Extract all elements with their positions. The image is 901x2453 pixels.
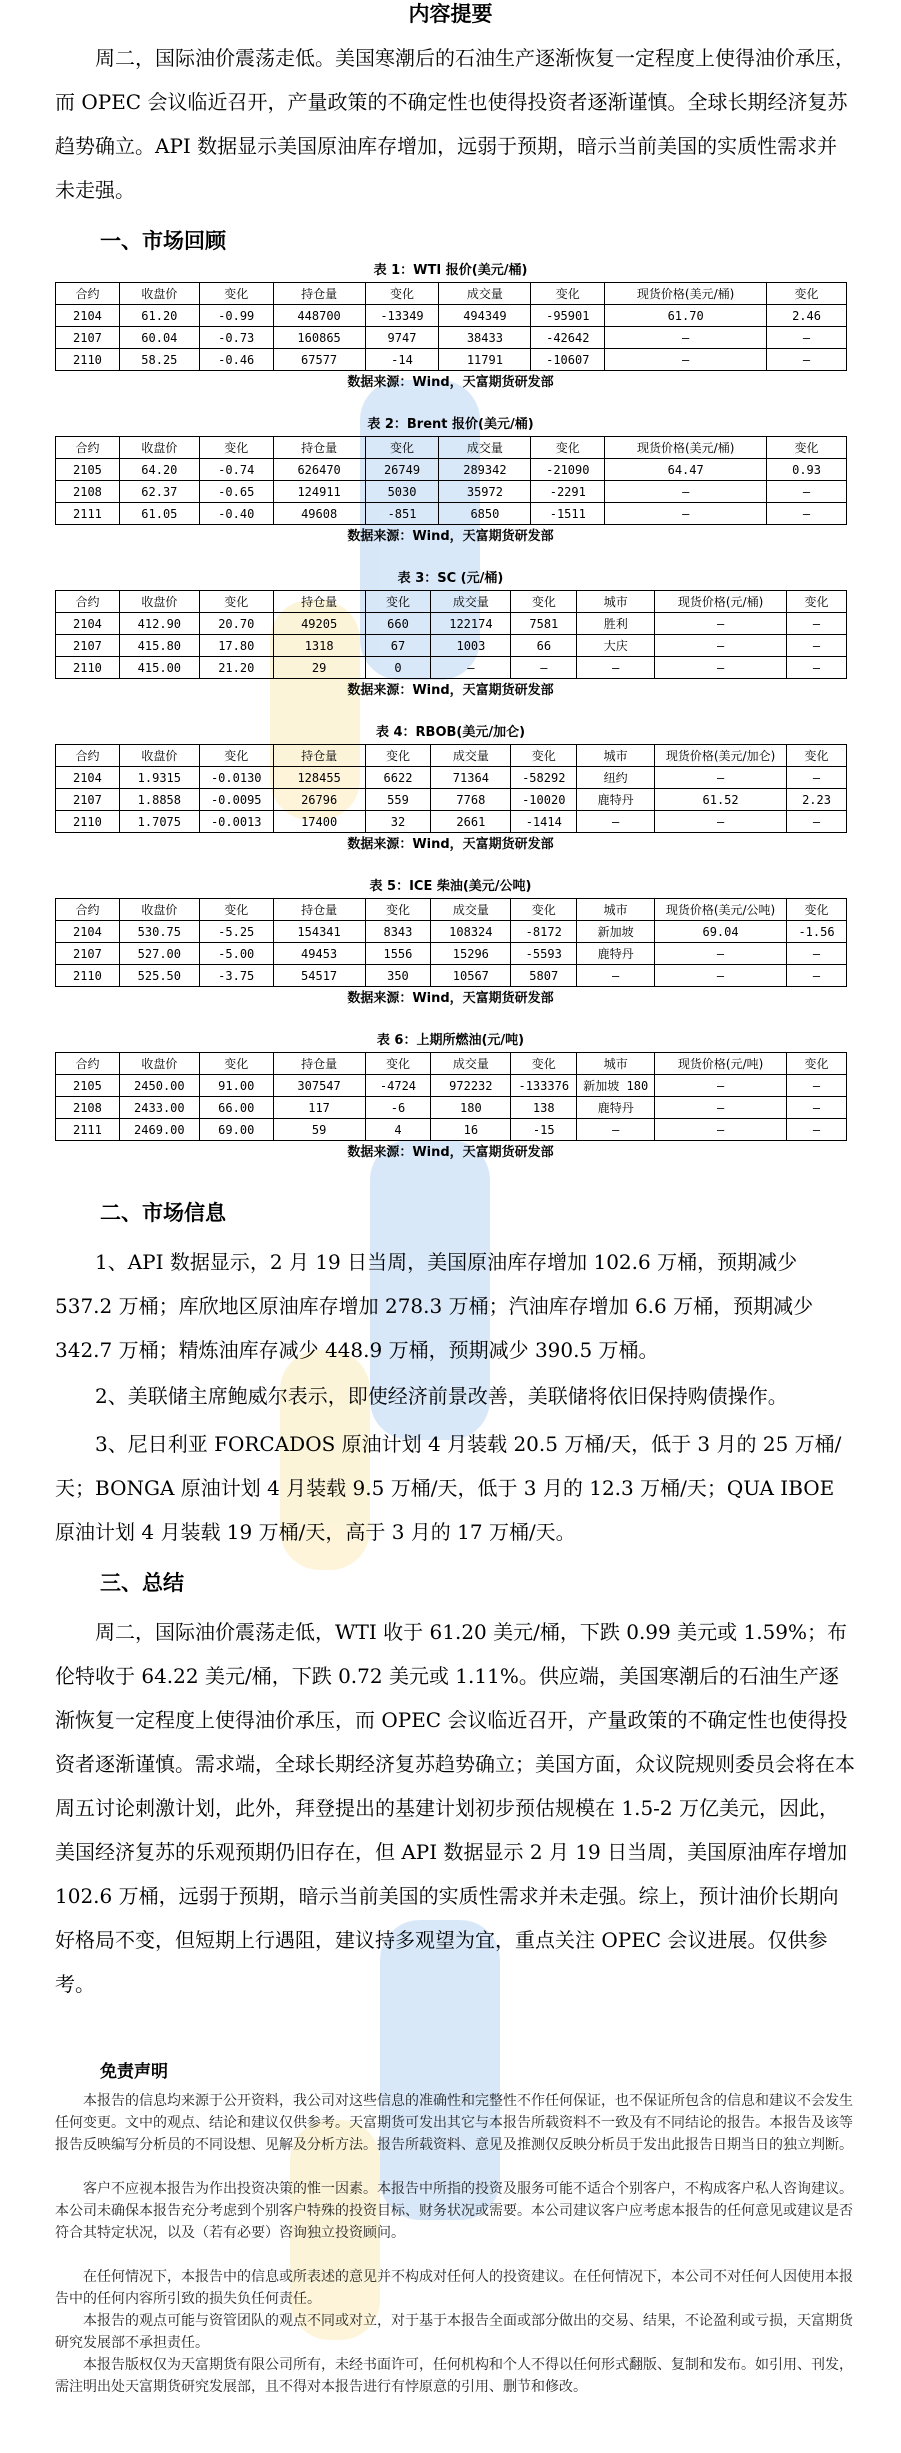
table-cell: 2110 — [56, 657, 120, 679]
table-cell: 38433 — [439, 327, 531, 349]
table-cell: 2661 — [431, 811, 511, 833]
table-cell: — — [655, 613, 787, 635]
table-cell: — — [605, 327, 767, 349]
table-header-cell: 变化 — [787, 591, 847, 613]
table-header-cell: 合约 — [56, 899, 120, 921]
table-cell: — — [787, 635, 847, 657]
table-cell: -1414 — [511, 811, 577, 833]
table-cell: 66 — [511, 635, 577, 657]
table-cell: 新加坡 — [577, 921, 655, 943]
quote-table — [55, 282, 847, 371]
table-row — [56, 613, 847, 635]
table-cell: 61.05 — [119, 503, 199, 525]
table-cell: 2469.00 — [119, 1119, 199, 1141]
table-row — [56, 503, 847, 525]
table-cell: 61.20 — [119, 305, 199, 327]
table-cell: — — [655, 657, 787, 679]
table-cell: -0.73 — [199, 327, 273, 349]
table-cell: 2110 — [56, 811, 120, 833]
table-cell: 2.46 — [767, 305, 847, 327]
info-item-3: 3、尼日利亚 FORCADOS 原油计划 4 月装载 20.5 万桶/天，低于 3 月的 25 万桶/天；BONGA 原油计划 4 月装载 9.5 万桶/天，低于 3 月的 12.3 万桶/天；QUA IBOE 原油计划 4 月装载 19 万桶/天，高于 3 月的 17 万桶/天。 — [55, 1432, 842, 1544]
table-cell: 1.9315 — [119, 767, 199, 789]
table-row — [56, 943, 847, 965]
table-row — [56, 327, 847, 349]
table-cell: -851 — [365, 503, 439, 525]
table-cell: 2110 — [56, 965, 120, 987]
table-header-cell: 现货价格(元/桶) — [655, 591, 787, 613]
table-cell: 67577 — [273, 349, 365, 371]
table-cell: 21.20 — [199, 657, 273, 679]
table-cell: 530.75 — [119, 921, 199, 943]
table-header-cell: 现货价格(美元/桶) — [605, 437, 767, 459]
table-cell: 49608 — [273, 503, 365, 525]
table-cell: 122174 — [431, 613, 511, 635]
table-cell: 2105 — [56, 459, 120, 481]
table-cell: — — [577, 811, 655, 833]
table-cell: 2433.00 — [119, 1097, 199, 1119]
table-caption: 表 6：上期所燃油(元/吨) — [376, 1033, 525, 1048]
table-source-note: 数据来源：Wind，天富期货研发部 — [347, 991, 554, 1006]
table-cell: -0.40 — [199, 503, 273, 525]
table-cell: 61.70 — [605, 305, 767, 327]
table-cell: 29 — [273, 657, 365, 679]
table-cell: 大庆 — [577, 635, 655, 657]
table-header-cell: 合约 — [56, 591, 120, 613]
quote-table — [55, 590, 847, 679]
quote-table — [55, 436, 847, 525]
table-cell: 2104 — [56, 305, 120, 327]
table-header-cell: 变化 — [511, 899, 577, 921]
table-cell: 2105 — [56, 1075, 120, 1097]
table-cell: 138 — [511, 1097, 577, 1119]
table-header-cell: 持仓量 — [273, 1053, 365, 1075]
table-source-note: 数据来源：Wind，天富期货研发部 — [347, 683, 554, 698]
table-cell: 154341 — [273, 921, 365, 943]
table-cell: -95901 — [531, 305, 605, 327]
table-header-cell: 城市 — [577, 1053, 655, 1075]
table-cell: -5.25 — [199, 921, 273, 943]
table-cell: 2107 — [56, 789, 120, 811]
table-cell: 鹿特丹 — [577, 789, 655, 811]
table-header-cell: 变化 — [199, 1053, 273, 1075]
table-cell: 35972 — [439, 481, 531, 503]
table-cell: 7768 — [431, 789, 511, 811]
table-cell: 2111 — [56, 503, 120, 525]
table-source-note: 数据来源：Wind，天富期货研发部 — [347, 529, 554, 544]
table-header-cell: 变化 — [787, 745, 847, 767]
table-row — [56, 965, 847, 987]
table-cell: 180 — [431, 1097, 511, 1119]
table-row — [56, 459, 847, 481]
quote-table — [55, 898, 847, 987]
table-row — [56, 657, 847, 679]
table-cell: 660 — [365, 613, 431, 635]
table-cell: — — [655, 1097, 787, 1119]
table-cell: — — [787, 1119, 847, 1141]
table-cell: — — [787, 657, 847, 679]
table-cell: 5030 — [365, 481, 439, 503]
table-header-cell: 城市 — [577, 745, 655, 767]
table-cell: 鹿特丹 — [577, 943, 655, 965]
table-row — [56, 1075, 847, 1097]
table-cell: 1003 — [431, 635, 511, 657]
table-cell: 124911 — [273, 481, 365, 503]
table-cell: — — [767, 349, 847, 371]
quote-table — [55, 1052, 847, 1141]
table-cell: 0 — [365, 657, 431, 679]
table-cell: 307547 — [273, 1075, 365, 1097]
table-cell: 972232 — [431, 1075, 511, 1097]
table-header-cell: 变化 — [199, 899, 273, 921]
table-cell: 525.50 — [119, 965, 199, 987]
table-cell: 纽约 — [577, 767, 655, 789]
table-header-cell: 成交量 — [439, 283, 531, 305]
table-header-cell: 合约 — [56, 1053, 120, 1075]
table-header-cell: 现货价格(元/吨) — [655, 1053, 787, 1075]
table-header-cell: 持仓量 — [273, 745, 365, 767]
table-cell: 415.00 — [119, 657, 199, 679]
table-caption: 表 5：ICE 柴油(美元/公吨) — [369, 879, 532, 894]
disclaimer-paragraph-5: 本报告版权仅为天富期货有限公司所有，未经书面许可，任何机构和个人不得以任何形式翻版、复制和发布。如引用、刊发，需注明出处天富期货研究发展部，且不得对本报告进行有悖原意的引用、删节和修改。 — [55, 2357, 853, 2395]
table-cell: 49453 — [273, 943, 365, 965]
table-cell: — — [767, 327, 847, 349]
table-cell: 2108 — [56, 1097, 120, 1119]
table-cell: 69.00 — [199, 1119, 273, 1141]
table-header-cell: 成交量 — [431, 1053, 511, 1075]
table-header-cell: 变化 — [511, 591, 577, 613]
table-cell: 2104 — [56, 767, 120, 789]
table-header-cell: 变化 — [365, 437, 439, 459]
table-cell: 289342 — [439, 459, 531, 481]
table-header-cell: 变化 — [531, 437, 605, 459]
table-cell: 559 — [365, 789, 431, 811]
table-cell: 2104 — [56, 613, 120, 635]
table-cell: — — [577, 965, 655, 987]
table-cell: 2.23 — [787, 789, 847, 811]
disclaimer-title: 免责声明 — [100, 2062, 168, 2082]
table-header-cell: 变化 — [767, 437, 847, 459]
table-cell: 62.37 — [119, 481, 199, 503]
table-cell: 5807 — [511, 965, 577, 987]
table-row — [56, 921, 847, 943]
table-cell: -133376 — [511, 1075, 577, 1097]
table-cell: 2110 — [56, 349, 120, 371]
table-cell: 0.93 — [767, 459, 847, 481]
table-cell: 1.7075 — [119, 811, 199, 833]
table-cell: 9747 — [365, 327, 439, 349]
table-header-cell: 成交量 — [431, 899, 511, 921]
table-cell: -0.74 — [199, 459, 273, 481]
table-cell: 527.00 — [119, 943, 199, 965]
table-cell: 7581 — [511, 613, 577, 635]
table-cell: -3.75 — [199, 965, 273, 987]
table-cell: -0.0130 — [199, 767, 273, 789]
table-cell: 15296 — [431, 943, 511, 965]
table-cell: 2107 — [56, 635, 120, 657]
table-header-cell: 变化 — [365, 591, 431, 613]
table-cell: -1511 — [531, 503, 605, 525]
table-cell: 64.47 — [605, 459, 767, 481]
table-header-row — [56, 745, 847, 767]
table-header-cell: 变化 — [511, 745, 577, 767]
table-cell: 412.90 — [119, 613, 199, 635]
info-item-1: 1、API 数据显示，2 月 19 日当周，美国原油库存增加 102.6 万桶，预期减少 537.2 万桶；库欣地区原油库存增加 278.3 万桶；汽油库存增加 6.6 万桶，预期减少 342.7 万桶；精炼油库存减少 448.9 万桶，预期减少 390.5 万桶。 — [55, 1250, 814, 1362]
table-cell: 71364 — [431, 767, 511, 789]
table-cell: — — [787, 943, 847, 965]
table-cell: 2107 — [56, 327, 120, 349]
table-row — [56, 1119, 847, 1141]
table-cell: — — [767, 503, 847, 525]
table-row — [56, 349, 847, 371]
table-cell: 20.70 — [199, 613, 273, 635]
table-cell: 6622 — [365, 767, 431, 789]
table-cell: 448700 — [273, 305, 365, 327]
table-caption: 表 4：RBOB(美元/加仑) — [375, 725, 526, 740]
table-header-cell: 城市 — [577, 591, 655, 613]
table-cell: 新加坡 180 — [577, 1075, 655, 1097]
table-cell: 2104 — [56, 921, 120, 943]
table-cell: -42642 — [531, 327, 605, 349]
table-cell: 胜利 — [577, 613, 655, 635]
table-cell: — — [511, 657, 577, 679]
table-header-cell: 收盘价 — [119, 745, 199, 767]
table-cell: 54517 — [273, 965, 365, 987]
table-row — [56, 811, 847, 833]
summary-paragraph: 周二，国际油价震荡走低。美国寒潮后的石油生产逐渐恢复一定程度上使得油价承压，而 OPEC 会议临近召开，产量政策的不确定性也使得投资者逐渐谨慎。全球长期经济复苏趋势确立。API 数据显示美国原油库存增加，远弱于预期，暗示当前美国的实质性需求并未走强。 — [55, 46, 855, 202]
table-cell: -0.0095 — [199, 789, 273, 811]
table-caption: 表 1：WTI 报价(美元/桶) — [373, 263, 528, 278]
disclaimer-paragraph-2: 客户不应视本报告为作出投资决策的惟一因素。本报告中所指的投资及服务可能不适合个别客户，不构成客户私人咨询建议。本公司未确保本报告充分考虑到个别客户特殊的投资目标、财务状况或需要。本公司建议客户应考虑本报告的任何意见或建议是否符合其特定状况，以及（若有必要）咨询独立投资顾问。 — [55, 2181, 853, 2241]
table-source-note: 数据来源：Wind，天富期货研发部 — [347, 837, 554, 852]
table-header-row — [56, 899, 847, 921]
table-cell: 494349 — [439, 305, 531, 327]
table-header-cell: 现货价格(美元/公吨) — [655, 899, 787, 921]
table-cell: 160865 — [273, 327, 365, 349]
table-header-cell: 成交量 — [431, 745, 511, 767]
table-row — [56, 481, 847, 503]
table-header-cell: 持仓量 — [273, 437, 365, 459]
table-cell: 16 — [431, 1119, 511, 1141]
table-cell: -0.65 — [199, 481, 273, 503]
table-row — [56, 767, 847, 789]
table-header-cell: 变化 — [787, 899, 847, 921]
disclaimer-paragraph-4: 本报告的观点可能与资管团队的观点不同或对立，对于基于本报告全面或部分做出的交易、结果，不论盈利或亏损，天富期货研究发展部不承担责任。 — [55, 2313, 853, 2351]
table-header-cell: 合约 — [56, 745, 120, 767]
table-cell: 11791 — [439, 349, 531, 371]
table-header-row — [56, 437, 847, 459]
table-cell: 626470 — [273, 459, 365, 481]
section-conclusion: 三、总结 — [100, 1570, 184, 1595]
table-cell: 59 — [273, 1119, 365, 1141]
page-title: 内容提要 — [408, 2, 493, 26]
table-cell: -1.56 — [787, 921, 847, 943]
table-header-cell: 变化 — [767, 283, 847, 305]
table-cell: -21090 — [531, 459, 605, 481]
table-header-cell: 持仓量 — [273, 899, 365, 921]
table-cell: — — [605, 349, 767, 371]
table-header-cell: 合约 — [56, 437, 120, 459]
table-cell: 60.04 — [119, 327, 199, 349]
table-header-cell: 收盘价 — [119, 1053, 199, 1075]
table-row — [56, 1097, 847, 1119]
table-header-cell: 变化 — [199, 283, 273, 305]
table-cell: 128455 — [273, 767, 365, 789]
table-cell: 350 — [365, 965, 431, 987]
table-cell: 117 — [273, 1097, 365, 1119]
table-cell: -58292 — [511, 767, 577, 789]
table-header-row — [56, 283, 847, 305]
table-cell: — — [655, 965, 787, 987]
table-cell: 67 — [365, 635, 431, 657]
table-header-cell: 成交量 — [431, 591, 511, 613]
table-header-cell: 合约 — [56, 283, 120, 305]
table-cell: -0.46 — [199, 349, 273, 371]
table-row — [56, 789, 847, 811]
table-header-cell: 收盘价 — [119, 437, 199, 459]
table-cell: -5593 — [511, 943, 577, 965]
table-cell: -10607 — [531, 349, 605, 371]
table-header-cell: 收盘价 — [119, 591, 199, 613]
table-cell: — — [431, 657, 511, 679]
table-header-cell: 变化 — [199, 437, 273, 459]
table-cell: — — [655, 767, 787, 789]
table-source-note: 数据来源：Wind，天富期货研发部 — [347, 1145, 554, 1160]
table-cell: 32 — [365, 811, 431, 833]
table-header-cell: 变化 — [531, 283, 605, 305]
table-cell: 2450.00 — [119, 1075, 199, 1097]
table-cell: — — [787, 965, 847, 987]
table-cell: — — [577, 657, 655, 679]
table-cell: 61.52 — [655, 789, 787, 811]
table-cell: 2108 — [56, 481, 120, 503]
table-cell: — — [655, 635, 787, 657]
section-market-info: 二、市场信息 — [100, 1200, 226, 1225]
table-cell: 58.25 — [119, 349, 199, 371]
table-cell: -10020 — [511, 789, 577, 811]
table-header-cell: 变化 — [365, 745, 431, 767]
table-header-cell: 变化 — [199, 745, 273, 767]
table-cell: -0.0013 — [199, 811, 273, 833]
section-market-review: 一、市场回顾 — [100, 228, 226, 253]
table-cell: 26796 — [273, 789, 365, 811]
table-cell: 1.8858 — [119, 789, 199, 811]
table-header-cell: 现货价格(美元/加仑) — [655, 745, 787, 767]
table-cell: — — [577, 1119, 655, 1141]
table-header-cell: 变化 — [365, 899, 431, 921]
table-cell: 17.80 — [199, 635, 273, 657]
table-row — [56, 305, 847, 327]
table-cell: — — [787, 811, 847, 833]
disclaimer-paragraph-1: 本报告的信息均来源于公开资料，我公司对这些信息的准确性和完整性不作任何保证，也不保证所包含的信息和建议不会发生任何变更。文中的观点、结论和建议仅供参考。天富期货可发出其它与本报告所载资料不一致及有不同结论的报告。本报告及该等报告反映编写分析员的不同设想、见解及分析方法。报告所载资料、意见及推测仅反映分析员于发出此报告日期当日的独立判断。 — [55, 2093, 853, 2153]
table-cell: 10567 — [431, 965, 511, 987]
table-header-cell: 变化 — [199, 591, 273, 613]
table-cell: — — [655, 811, 787, 833]
table-header-cell: 变化 — [511, 1053, 577, 1075]
table-header-cell: 持仓量 — [273, 283, 365, 305]
table-cell: 26749 — [365, 459, 439, 481]
table-header-cell: 收盘价 — [119, 283, 199, 305]
table-cell: 2107 — [56, 943, 120, 965]
table-header-cell: 成交量 — [439, 437, 531, 459]
table-header-row — [56, 591, 847, 613]
table-row — [56, 635, 847, 657]
table-cell: 49205 — [273, 613, 365, 635]
table-cell: 4 — [365, 1119, 431, 1141]
table-cell: 2111 — [56, 1119, 120, 1141]
table-header-cell: 城市 — [577, 899, 655, 921]
table-header-cell: 变化 — [365, 283, 439, 305]
table-cell: -4724 — [365, 1075, 431, 1097]
table-cell: — — [787, 767, 847, 789]
table-cell: 17400 — [273, 811, 365, 833]
table-header-cell: 现货价格(美元/桶) — [605, 283, 767, 305]
table-cell: -5.00 — [199, 943, 273, 965]
table-cell: -8172 — [511, 921, 577, 943]
table-header-cell: 变化 — [365, 1053, 431, 1075]
table-cell: — — [605, 503, 767, 525]
table-source-note: 数据来源：Wind，天富期货研发部 — [347, 375, 554, 390]
table-cell: 64.20 — [119, 459, 199, 481]
table-cell: 1556 — [365, 943, 431, 965]
table-cell: -14 — [365, 349, 439, 371]
table-cell: — — [605, 481, 767, 503]
quote-table — [55, 744, 847, 833]
table-cell: — — [787, 1075, 847, 1097]
table-cell: -0.99 — [199, 305, 273, 327]
table-cell: 66.00 — [199, 1097, 273, 1119]
table-cell: 91.00 — [199, 1075, 273, 1097]
table-cell: 108324 — [431, 921, 511, 943]
table-cell: — — [787, 1097, 847, 1119]
info-item-2: 2、美联储主席鲍威尔表示，即使经济前景改善，美联储将依旧保持购债操作。 — [95, 1384, 788, 1408]
table-cell: 1318 — [273, 635, 365, 657]
table-cell: 鹿特丹 — [577, 1097, 655, 1119]
table-cell: -6 — [365, 1097, 431, 1119]
table-cell: 6850 — [439, 503, 531, 525]
table-cell: 69.04 — [655, 921, 787, 943]
table-cell: 8343 — [365, 921, 431, 943]
conclusion-paragraph: 周二，国际油价震荡走低，WTI 收于 61.20 美元/桶，下跌 0.99 美元或 1.59%；布伦特收于 64.22 美元/桶，下跌 0.72 美元或 1.11%。供应端，美国寒潮后的石油生产逐渐恢复一定程度上使得油价承压，而 OPEC 会议临近召开，产量政策的不确定性也使得投资者逐渐谨慎。需求端，全球长期经济复苏趋势确立；美国方面，众议院规则委员会将在本周五讨论刺激计划，此外，拜登提出的基建计划初步预估规模在 1.5-2 万亿美元，因此，美国经济复苏的乐观预期仍旧存在，但 API 数据显示 2 月 19 日当周，美国原油库存增加 102.6 万桶，远弱于预期，暗示当前美国的实质性需求并未走强。综上，预计油价长期向好格局不变，但短期上行遇阻，建议持多观望为宜，重点关注 OPEC 会议进展。仅供参考。 — [55, 1620, 855, 1996]
table-header-cell: 变化 — [787, 1053, 847, 1075]
table-cell: — — [787, 613, 847, 635]
table-cell: — — [655, 943, 787, 965]
table-header-cell: 收盘价 — [119, 899, 199, 921]
table-cell: — — [655, 1075, 787, 1097]
table-cell: -15 — [511, 1119, 577, 1141]
table-caption: 表 3：SC (元/桶) — [397, 571, 504, 586]
table-header-row — [56, 1053, 847, 1075]
table-cell: 415.80 — [119, 635, 199, 657]
table-cell: — — [655, 1119, 787, 1141]
table-cell: -13349 — [365, 305, 439, 327]
table-cell: — — [767, 481, 847, 503]
table-cell: -2291 — [531, 481, 605, 503]
table-header-cell: 持仓量 — [273, 591, 365, 613]
disclaimer-paragraph-3: 在任何情况下，本报告中的信息或所表述的意见并不构成对任何人的投资建议。在任何情况下，本公司不对任何人因使用本报告中的任何内容所引致的损失负任何责任。 — [55, 2269, 853, 2307]
table-caption: 表 2：Brent 报价(美元/桶) — [367, 417, 534, 432]
